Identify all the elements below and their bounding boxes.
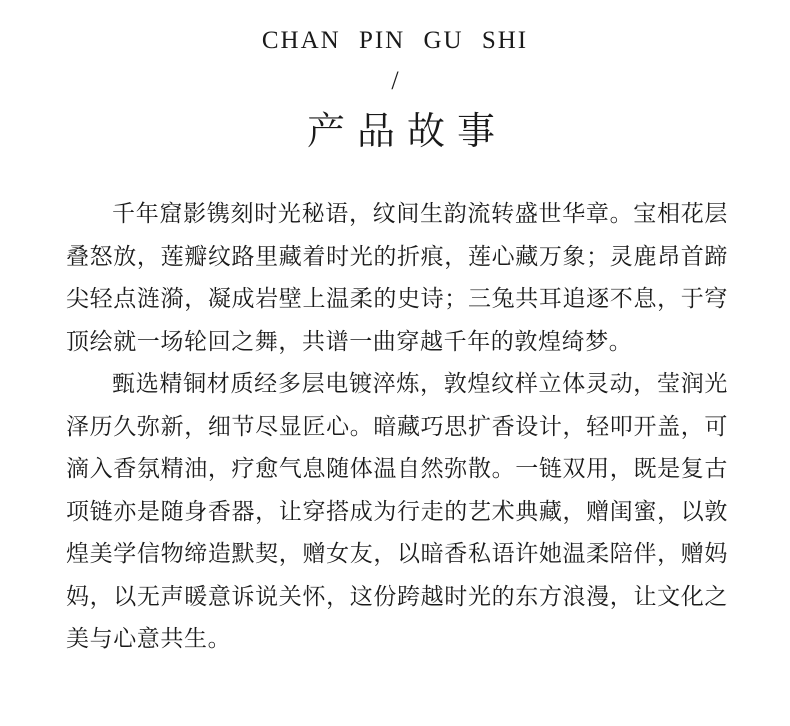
- story-paragraph-1: 千年窟影镌刻时光秘语，纹间生韵流转盛世华章。宝相花层叠怒放，莲瓣纹路里藏着时光的折痕，莲心藏万象；灵鹿昂首蹄尖轻点涟漪，凝成岩壁上温柔的史诗；三兔共耳追逐不息，于穹顶绘就一场轮回之舞，共谱一曲穿越千年的敦煌绮梦。: [66, 201, 728, 355]
- title-separator: /: [391, 66, 399, 95]
- section-title: 产品故事: [306, 109, 507, 153]
- story-body: [66, 193, 728, 661]
- section-subtitle: CHAN PIN GU SHI: [261, 27, 529, 54]
- story-paragraph-2: 甄选精铜材质经多层电镀淬炼，敦煌纹样立体灵动，莹润光泽历久弥新，细节尽显匠心。暗藏巧思扩香设计，轻叩开盖，可滴入香氛精油，疗愈气息随体温自然弥散。一链双用，既是复古项链亦是随身香器，让穿搭成为行走的艺术典藏，赠闺蜜，以敦煌美学信物缔造默契，赠女友，以暗香私语许她温柔陪伴，赠妈妈，以无声暖意诉说关怀，这份跨越时光的东方浪漫，让文化之美与心意共生。: [66, 371, 728, 652]
